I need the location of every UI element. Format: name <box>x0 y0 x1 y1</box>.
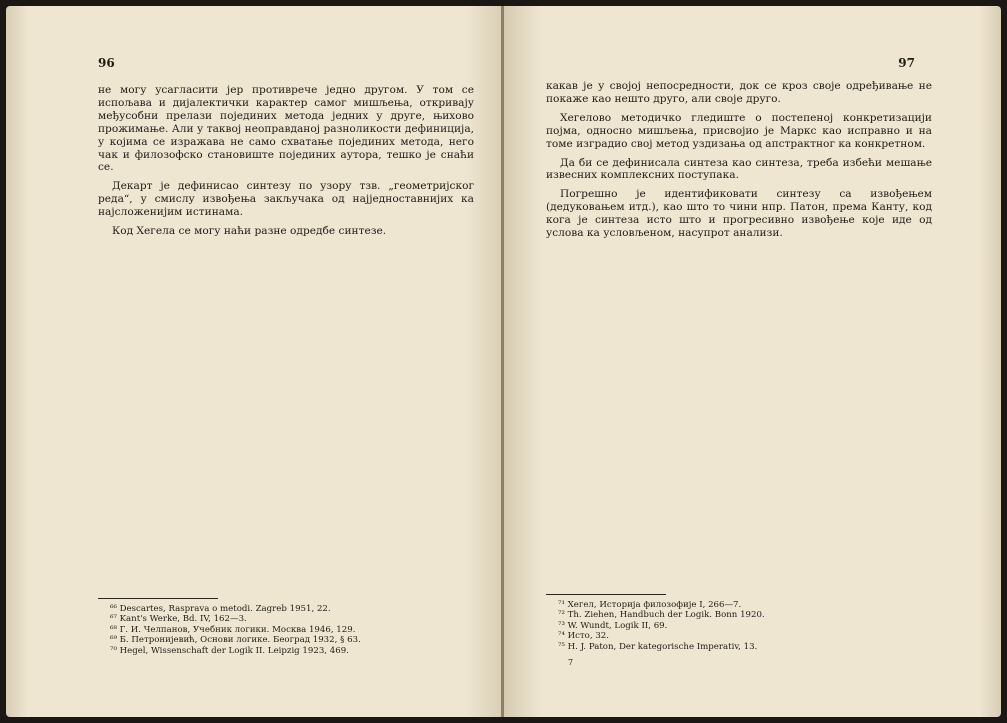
footnote: ⁷³ W. Wundt, Logik II, 69. <box>558 620 668 631</box>
paragraph: Код Хегела се могу наћи разне одредбе синтезе. <box>112 225 387 238</box>
footnote: ⁷⁴ Исто, 32. <box>558 631 609 642</box>
paragraph: Да би се дефинисала синтеза као синтеза, треба избећи мешање извесних комплексних поступака. <box>546 156 932 182</box>
footnote: ⁶⁷ Kant's Werke, Bd. IV, 162—3. <box>110 614 247 625</box>
paragraph: какав је у својој непосредности, док се кроз своје одређивање не покаже као нешто друго, али своје друго. <box>546 80 932 105</box>
signature-mark: 7 <box>568 658 574 667</box>
footnote: ⁷¹ Хегел, Историја филозофије I, 266—7. <box>558 600 742 610</box>
footnote: ⁶⁶ Descartes, Rasprava o metodi. Zagreb 1951, 22. <box>110 604 331 614</box>
footnotes <box>558 600 918 652</box>
footnote: ⁷⁰ Hegel, Wissenschaft der Logik II. Leipzig 1923, 469. <box>110 645 349 656</box>
book-spread <box>6 6 1001 717</box>
paragraph: Хегелово методичко гледиште о постепеној конкретизацији појма, односно мишљења, присвојио је Маркс као исправно и на томе изградио свој метод уздизања од апстрактног ка конкретном. <box>546 111 932 150</box>
body-text <box>546 80 932 246</box>
left-page <box>6 6 503 717</box>
page-number: 96 <box>98 56 115 70</box>
footnote: ⁶⁸ Г. И. Челпанов, Учебник логики. Москва 1946, 129. <box>110 624 356 635</box>
footnote: ⁶⁹ Б. Петронијевић, Основи логике. Београд 1932, § 63. <box>110 635 361 646</box>
footnotes <box>110 604 470 656</box>
footnote: ⁷² Th. Ziehen, Handbuch der Logik. Bonn 1920. <box>558 610 765 621</box>
paragraph: не могу усагласити јер противрече једно другом. У том се испољава и дијалектички карактер самог мишљења, откривају међусобни прелази појединих метода једних у друге, њихово прожимање. Али у таквој неоправданој разноликости дефиниција, у којима се изражава не само схватање појединих метода, него чак и филозофско становиште појединих аутора, тешко је снаћи се. <box>98 84 474 174</box>
right-page <box>504 6 1001 717</box>
footnote-rule <box>98 598 218 599</box>
paragraph: Декарт је дефинисао синтезу по узору тзв. „геометријског реда“, у смислу извођења закључака од најједноставнијих ка најсложенијим истинама. <box>98 180 474 219</box>
body-text <box>98 84 474 244</box>
page-number: 97 <box>898 56 915 70</box>
paragraph: Погрешно је идентификовати синтезу са извођењем (дедуковањем итд.), као што то чини нпр. Патон, према Канту, код кога је синтеза исто што и прогресивно извођење које иде од услова ка условљеном, насупрот анализи. <box>546 188 932 240</box>
footnote-rule <box>546 594 666 595</box>
footnote: ⁷⁵ H. J. Paton, Der kategorische Imperativ, 13. <box>558 641 758 652</box>
